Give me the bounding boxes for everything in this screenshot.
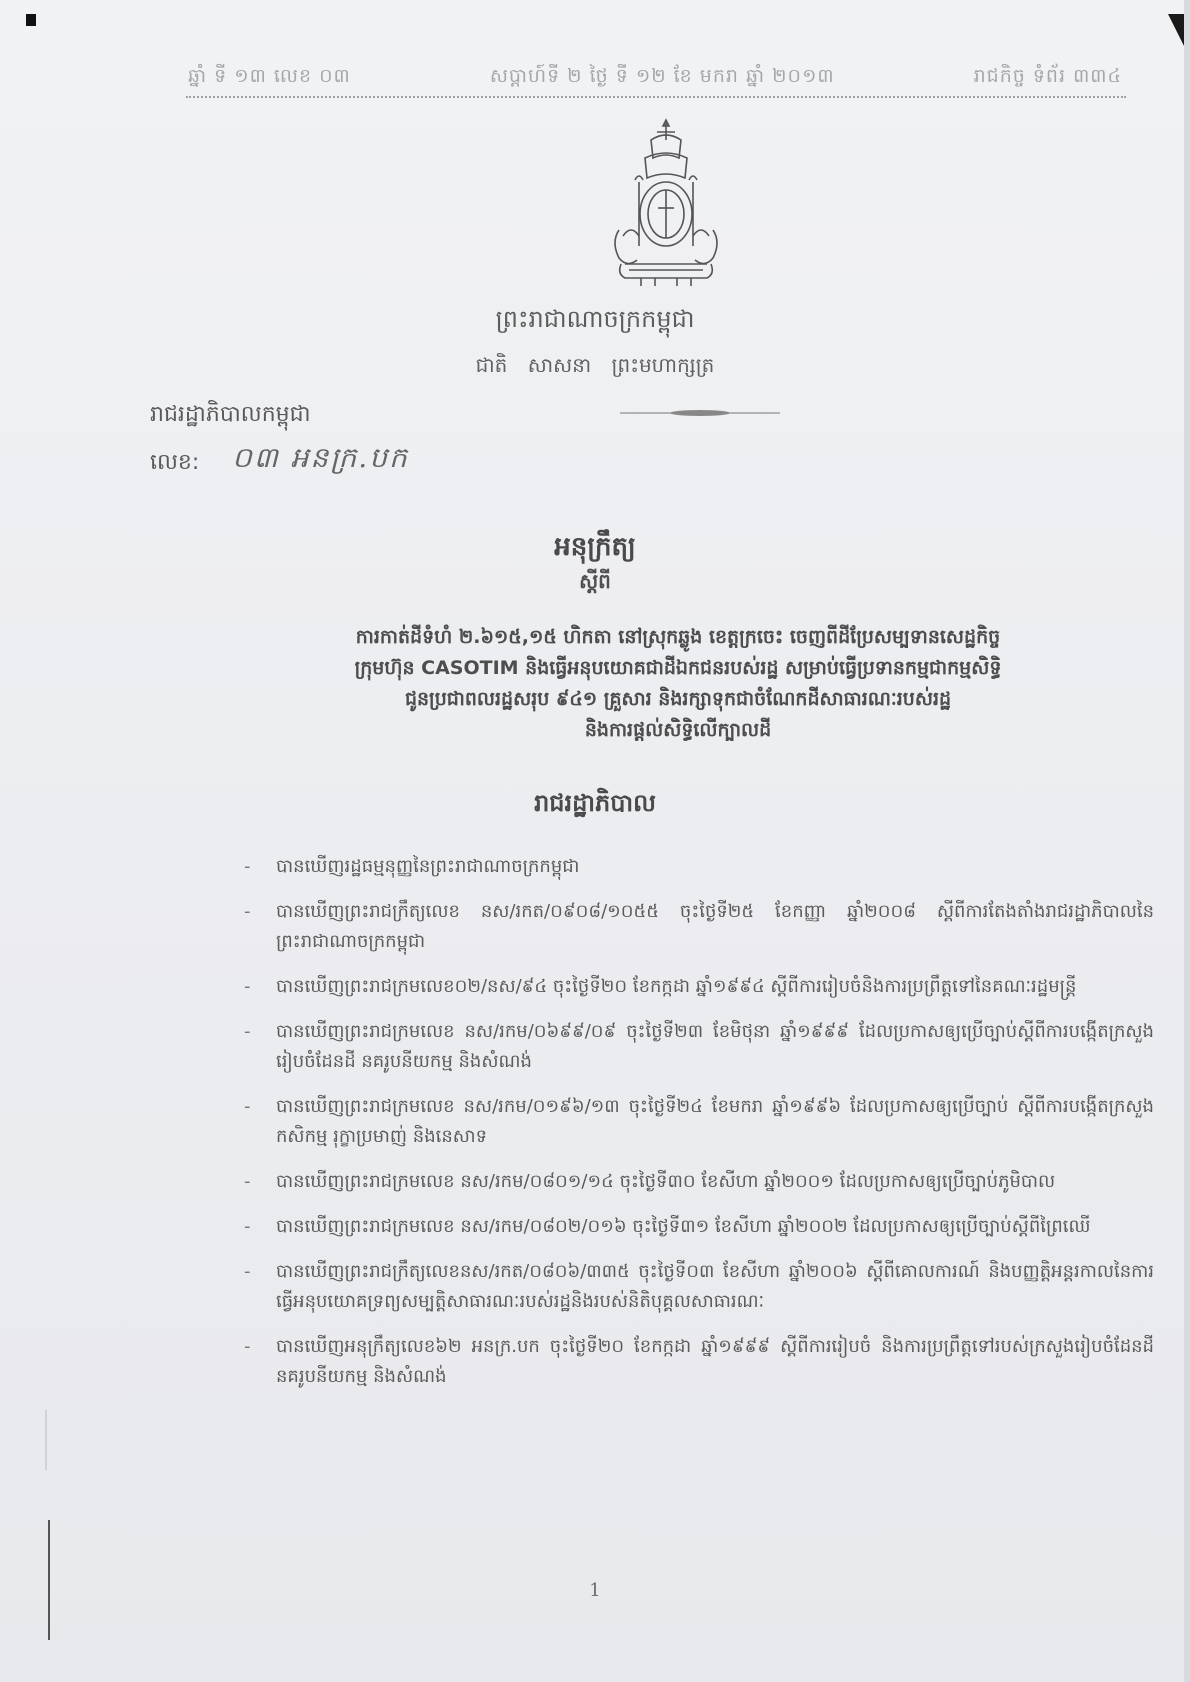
reference-item: - បានឃើញព្រះរាជក្រមលេខ នស/រកម/០១៩៦/១៣ ចុះថ្ងៃទី២៤ ខែមករា ឆ្នាំ១៩៩៦ ដែលប្រកាសឲ្យប្រើច្បាប់ ស្តីពីការបង្កើតក្រសួងកសិកម្ម រុក្ខាប្រមាញ់ និងនេសាទ xyxy=(244,1092,1154,1152)
reference-item: - បានឃើញព្រះរាជក្រមលេខ០២/នស/៩៤ ចុះថ្ងៃទី២០ ខែកក្កដា ឆ្នាំ១៩៩៤ ស្តីពីការរៀបចំនិងការប្រព្រឹត្តទៅនៃគណៈរដ្ឋមន្ត្រី xyxy=(244,972,1154,1002)
page-edge-shadow xyxy=(1184,0,1190,1682)
reference-item: - បានឃើញព្រះរាជក្រមលេខ នស/រកម/០៨០២/០១៦ ចុះថ្ងៃទី៣១ ខែសីហា ឆ្នាំ២០០២ ដែលប្រកាសឲ្យប្រើច្បាប់ស្តីពីព្រៃឈើ xyxy=(244,1212,1154,1242)
kingdom-title: ព្រះរាជាណាចក្រកម្ពុជា xyxy=(495,305,695,333)
document-number-label: លេខ: xyxy=(150,450,200,475)
ornament-divider-icon xyxy=(620,409,780,417)
issuing-authority: រាជរដ្ឋាភិបាល xyxy=(534,789,656,817)
subject-line: ក្រុមហ៊ុន CASOTIM និងធ្វើអនុបយោគជាដីឯកជនរបស់រដ្ឋ សម្រាប់ធ្វើប្រទានកម្មជាកម្មសិទ្ធិ xyxy=(354,657,1002,679)
gazette-date: សប្តាហ៍ទី ២ ថ្ងៃ ទី ១២ ខែ មករា ឆ្នាំ ២០១៣ xyxy=(489,65,835,87)
subject-line: និងការផ្តល់សិទ្ធិលើក្បាលដី xyxy=(584,719,772,741)
national-motto: ជាតិ សាសនា ព្រះមហាក្សត្រ xyxy=(475,353,715,377)
document-subject xyxy=(228,622,1128,746)
document-number-handwritten: ០៣ អនក្រ.បក xyxy=(232,441,409,474)
legal-references-list xyxy=(244,852,1154,1407)
scan-artifact-marks xyxy=(44,1410,52,1650)
issuer-name: រាជរដ្ឋាភិបាលកម្ពុជា xyxy=(150,402,311,427)
reference-item: - បានឃើញព្រះរាជក្រមលេខ នស/រកម/០៨០១/១៤ ចុះថ្ងៃទី៣០ ខែសីហា ឆ្នាំ២០០១ ដែលប្រកាសឲ្យប្រើច្បាប់ភូមិបាល xyxy=(244,1167,1154,1197)
scan-registration-mark xyxy=(26,14,36,26)
reference-item: - បានឃើញព្រះរាជក្រឹត្យលេខ នស/រកត/០៩០៨/១០៥៥ ចុះថ្ងៃទី២៥ ខែកញ្ញា ឆ្នាំ២០០៨ ស្តីពីការតែងតាំងរាជរដ្ឋាភិបាលនៃព្រះរាជាណាចក្រកម្ពុជា xyxy=(244,897,1154,957)
royal-emblem-icon xyxy=(605,118,727,290)
reference-item: - បានឃើញព្រះរាជក្រឹត្យលេខនស/រកត/០៨០៦/៣៣៥ ចុះថ្ងៃទី០៣ ខែសីហា ឆ្នាំ២០០៦ ស្តីពីគោលការណ៍ និងបញ្ញត្តិអន្តរកាលនៃការធ្វើអនុបយោគទ្រព្យសម្បត្តិសាធារណៈរបស់រដ្ឋនិងរបស់និតិបុគ្គលសាធារណៈ xyxy=(244,1257,1154,1317)
gazette-header xyxy=(188,64,1122,92)
gazette-page: រាជកិច្ច ទំព័រ ៣៣៤ xyxy=(973,65,1122,87)
gazette-issue: ឆ្នាំ ទី ១៣ លេខ ០៣ xyxy=(188,65,351,87)
reference-item: - បានឃើញរដ្ឋធម្មនុញ្ញនៃព្រះរាជាណាចក្រកម្ពុជា xyxy=(244,852,1154,882)
header-divider xyxy=(186,96,1126,98)
page-number: 1 xyxy=(589,1580,601,1601)
subject-line: ការកាត់ដីទំហំ ២.៦១៥,១៥ ហិកតា នៅស្រុកឆ្លូង ខេត្តក្រចេះ ចេញពីដីប្រែសម្បទានសេដ្ឋកិច្ច xyxy=(355,626,1001,648)
document-about: ស្តីពី xyxy=(579,569,611,593)
subject-line: ជូនប្រជាពលរដ្ឋសរុប ៩៤១ គ្រួសារ និងរក្សាទុកជាចំណែកដីសាធារណៈរបស់រដ្ឋ xyxy=(404,688,952,710)
document-type: អនុក្រឹត្យ xyxy=(554,532,636,562)
reference-item: - បានឃើញព្រះរាជក្រមលេខ នស/រកម/០៦៩៩/០៩ ចុះថ្ងៃទី២៣ ខែមិថុនា ឆ្នាំ១៩៩៩ ដែលប្រកាសឲ្យប្រើច្បាប់ស្តីពីការបង្កើតក្រសួងរៀបចំដែនដី នគរូបនីយកម្ម និងសំណង់ xyxy=(244,1017,1154,1077)
reference-item: - បានឃើញអនុក្រឹត្យលេខ៦២ អនក្រ.បក ចុះថ្ងៃទី២០ ខែកក្កដា ឆ្នាំ១៩៩៩ ស្តីពីការរៀបចំ និងការប្រព្រឹត្តទៅរបស់ក្រសួងរៀបចំដែនដី នគរូបនីយកម្ម និងសំណង់ xyxy=(244,1332,1154,1392)
